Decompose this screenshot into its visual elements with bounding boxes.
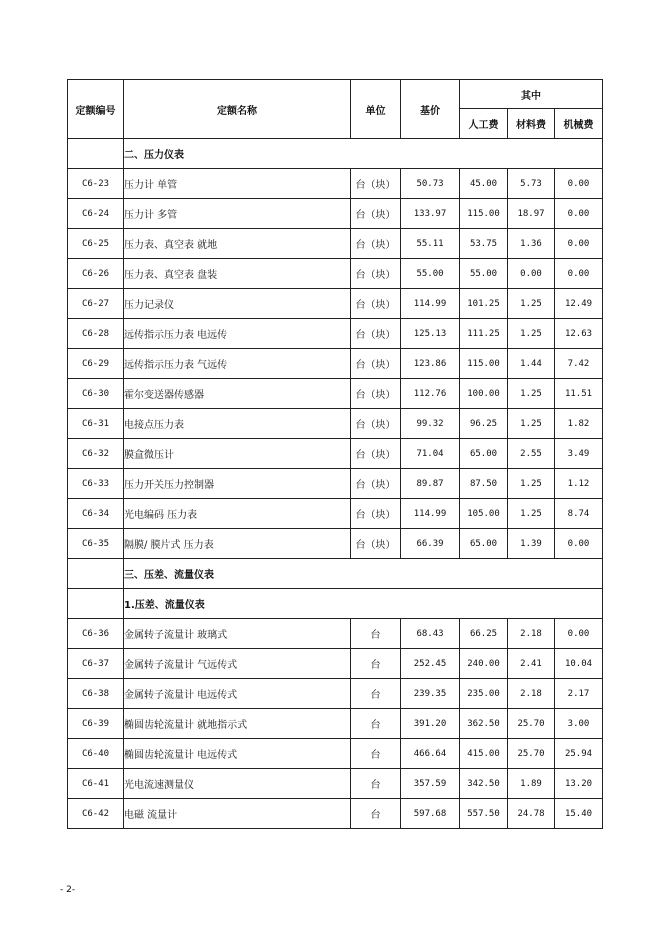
table-row	[68, 799, 603, 829]
quota-base-price: 55.11	[401, 229, 460, 259]
section-row	[68, 139, 603, 169]
table-row	[68, 499, 603, 529]
quota-labor-cost: 55.00	[460, 259, 508, 289]
quota-material-cost: 1.25	[508, 289, 555, 319]
quota-name: 压力表、真空表 盘装	[124, 259, 351, 289]
quota-labor-cost: 415.00	[460, 739, 508, 769]
quota-name: 隔膜/ 膜片式 压力表	[124, 529, 351, 559]
quota-code: C6-36	[68, 619, 124, 649]
table-row	[68, 739, 603, 769]
quota-base-price: 391.20	[401, 709, 460, 739]
table-row	[68, 259, 603, 289]
quota-name: 霍尔变送器传感器	[124, 379, 351, 409]
quota-unit: 台	[351, 619, 401, 649]
quota-code: C6-42	[68, 799, 124, 829]
quota-code: C6-31	[68, 409, 124, 439]
table-row	[68, 409, 603, 439]
quota-name: 电接点压力表	[124, 409, 351, 439]
header-material: 材料费	[508, 109, 555, 139]
quota-name: 金属转子流量计 气远传式	[124, 649, 351, 679]
section-title: 二、压力仪表	[124, 139, 603, 169]
table-row	[68, 679, 603, 709]
section-title: 三、压差、流量仪表	[124, 559, 603, 589]
section-title: 1.压差、流量仪表	[124, 589, 603, 619]
quota-unit: 台（块）	[351, 169, 401, 199]
section-code-cell	[68, 559, 124, 589]
quota-material-cost: 1.25	[508, 379, 555, 409]
quota-unit: 台（块）	[351, 499, 401, 529]
quota-code: C6-27	[68, 289, 124, 319]
quota-labor-cost: 235.00	[460, 679, 508, 709]
table-row	[68, 379, 603, 409]
quota-base-price: 112.76	[401, 379, 460, 409]
quota-labor-cost: 65.00	[460, 529, 508, 559]
quota-code: C6-37	[68, 649, 124, 679]
quota-labor-cost: 342.50	[460, 769, 508, 799]
header-name: 定额名称	[124, 80, 351, 139]
table-row	[68, 199, 603, 229]
table-row	[68, 169, 603, 199]
quota-code: C6-26	[68, 259, 124, 289]
quota-name: 压力表、真空表 就地	[124, 229, 351, 259]
quota-labor-cost: 45.00	[460, 169, 508, 199]
quota-unit: 台	[351, 649, 401, 679]
quota-name: 电磁 流量计	[124, 799, 351, 829]
quota-labor-cost: 240.00	[460, 649, 508, 679]
quota-name: 压力计 多管	[124, 199, 351, 229]
table-row	[68, 349, 603, 379]
header-unit: 单位	[351, 80, 401, 139]
header-machine: 机械费	[555, 109, 603, 139]
quota-material-cost: 5.73	[508, 169, 555, 199]
quota-machine-cost: 2.17	[555, 679, 603, 709]
quota-name: 金属转子流量计 玻璃式	[124, 619, 351, 649]
quota-code: C6-35	[68, 529, 124, 559]
table-row	[68, 439, 603, 469]
quota-material-cost: 2.18	[508, 619, 555, 649]
table-row	[68, 289, 603, 319]
quota-labor-cost: 65.00	[460, 439, 508, 469]
quota-material-cost: 2.18	[508, 679, 555, 709]
quota-unit: 台（块）	[351, 259, 401, 289]
quota-machine-cost: 1.12	[555, 469, 603, 499]
quota-base-price: 89.87	[401, 469, 460, 499]
section-row	[68, 589, 603, 619]
quota-name: 压力计 单管	[124, 169, 351, 199]
quota-machine-cost: 25.94	[555, 739, 603, 769]
section-row	[68, 559, 603, 589]
quota-code: C6-28	[68, 319, 124, 349]
quota-unit: 台（块）	[351, 379, 401, 409]
quota-material-cost: 2.55	[508, 439, 555, 469]
quota-base-price: 125.13	[401, 319, 460, 349]
quota-name: 压力记录仪	[124, 289, 351, 319]
quota-labor-cost: 101.25	[460, 289, 508, 319]
quota-machine-cost: 12.63	[555, 319, 603, 349]
quota-labor-cost: 100.00	[460, 379, 508, 409]
quota-machine-cost: 7.42	[555, 349, 603, 379]
quota-labor-cost: 362.50	[460, 709, 508, 739]
quota-material-cost: 1.39	[508, 529, 555, 559]
quota-unit: 台（块）	[351, 469, 401, 499]
quota-material-cost: 1.25	[508, 499, 555, 529]
quota-material-cost: 1.89	[508, 769, 555, 799]
quota-machine-cost: 0.00	[555, 199, 603, 229]
quota-material-cost: 1.25	[508, 469, 555, 499]
quota-unit: 台（块）	[351, 439, 401, 469]
quota-material-cost: 0.00	[508, 259, 555, 289]
quota-machine-cost: 13.20	[555, 769, 603, 799]
quota-base-price: 99.32	[401, 409, 460, 439]
quota-code: C6-32	[68, 439, 124, 469]
quota-base-price: 597.68	[401, 799, 460, 829]
quota-machine-cost: 10.04	[555, 649, 603, 679]
header-among: 其中	[460, 80, 603, 109]
quota-base-price: 466.64	[401, 739, 460, 769]
quota-unit: 台（块）	[351, 229, 401, 259]
quota-code: C6-38	[68, 679, 124, 709]
page-number: - 2-	[60, 885, 76, 895]
table-row	[68, 229, 603, 259]
quota-name: 远传指示压力表 气远传	[124, 349, 351, 379]
quota-machine-cost: 12.49	[555, 289, 603, 319]
quota-machine-cost: 0.00	[555, 259, 603, 289]
table-row	[68, 649, 603, 679]
quota-labor-cost: 105.00	[460, 499, 508, 529]
quota-unit: 台（块）	[351, 529, 401, 559]
table-row	[68, 769, 603, 799]
quota-unit: 台	[351, 769, 401, 799]
quota-labor-cost: 111.25	[460, 319, 508, 349]
quota-material-cost: 1.36	[508, 229, 555, 259]
section-code-cell	[68, 139, 124, 169]
quota-name: 膜盒微压计	[124, 439, 351, 469]
quota-material-cost: 1.44	[508, 349, 555, 379]
table-row	[68, 319, 603, 349]
quota-code: C6-29	[68, 349, 124, 379]
quota-base-price: 252.45	[401, 649, 460, 679]
quota-name: 金属转子流量计 电远传式	[124, 679, 351, 709]
quota-unit: 台（块）	[351, 289, 401, 319]
quota-code: C6-41	[68, 769, 124, 799]
table-row	[68, 529, 603, 559]
quota-name: 椭圆齿轮流量计 就地指示式	[124, 709, 351, 739]
quota-labor-cost: 53.75	[460, 229, 508, 259]
quota-material-cost: 1.25	[508, 409, 555, 439]
quota-base-price: 71.04	[401, 439, 460, 469]
quota-base-price: 357.59	[401, 769, 460, 799]
quota-unit: 台（块）	[351, 319, 401, 349]
quota-base-price: 239.35	[401, 679, 460, 709]
quota-base-price: 133.97	[401, 199, 460, 229]
quota-code: C6-39	[68, 709, 124, 739]
header-labor: 人工费	[460, 109, 508, 139]
quota-unit: 台	[351, 679, 401, 709]
quota-machine-cost: 3.00	[555, 709, 603, 739]
quota-labor-cost: 115.00	[460, 199, 508, 229]
quota-machine-cost: 0.00	[555, 229, 603, 259]
quota-name: 光电编码 压力表	[124, 499, 351, 529]
quota-labor-cost: 96.25	[460, 409, 508, 439]
quota-code: C6-23	[68, 169, 124, 199]
quota-name: 椭圆齿轮流量计 电远传式	[124, 739, 351, 769]
quota-base-price: 50.73	[401, 169, 460, 199]
quota-code: C6-24	[68, 199, 124, 229]
quota-base-price: 123.86	[401, 349, 460, 379]
quota-labor-cost: 115.00	[460, 349, 508, 379]
quota-labor-cost: 557.50	[460, 799, 508, 829]
quota-material-cost: 1.25	[508, 319, 555, 349]
quota-machine-cost: 1.82	[555, 409, 603, 439]
section-code-cell	[68, 589, 124, 619]
quota-unit: 台	[351, 709, 401, 739]
quota-labor-cost: 87.50	[460, 469, 508, 499]
quota-base-price: 68.43	[401, 619, 460, 649]
quota-material-cost: 24.78	[508, 799, 555, 829]
quota-unit: 台	[351, 739, 401, 769]
table-row	[68, 619, 603, 649]
quota-machine-cost: 0.00	[555, 169, 603, 199]
table-body	[68, 139, 603, 829]
quota-base-price: 114.99	[401, 499, 460, 529]
quota-machine-cost: 8.74	[555, 499, 603, 529]
quota-name: 光电流速测量仪	[124, 769, 351, 799]
quota-name: 压力开关压力控制器	[124, 469, 351, 499]
quota-material-cost: 25.70	[508, 709, 555, 739]
quota-base-price: 66.39	[401, 529, 460, 559]
quota-machine-cost: 0.00	[555, 529, 603, 559]
quota-machine-cost: 11.51	[555, 379, 603, 409]
table-row	[68, 469, 603, 499]
quota-base-price: 114.99	[401, 289, 460, 319]
quota-material-cost: 18.97	[508, 199, 555, 229]
quota-unit: 台	[351, 799, 401, 829]
quota-material-cost: 2.41	[508, 649, 555, 679]
quota-unit: 台（块）	[351, 199, 401, 229]
header-code: 定额编号	[68, 80, 124, 139]
quota-material-cost: 25.70	[508, 739, 555, 769]
quota-code: C6-25	[68, 229, 124, 259]
quota-machine-cost: 3.49	[555, 439, 603, 469]
quota-machine-cost: 0.00	[555, 619, 603, 649]
header-base-price: 基价	[401, 80, 460, 139]
quota-code: C6-30	[68, 379, 124, 409]
quota-name: 远传指示压力表 电远传	[124, 319, 351, 349]
quota-unit: 台（块）	[351, 349, 401, 379]
quota-code: C6-33	[68, 469, 124, 499]
quota-base-price: 55.00	[401, 259, 460, 289]
quota-table	[67, 79, 603, 829]
quota-labor-cost: 66.25	[460, 619, 508, 649]
table-row	[68, 709, 603, 739]
quota-unit: 台（块）	[351, 409, 401, 439]
quota-machine-cost: 15.40	[555, 799, 603, 829]
quota-code: C6-34	[68, 499, 124, 529]
quota-code: C6-40	[68, 739, 124, 769]
